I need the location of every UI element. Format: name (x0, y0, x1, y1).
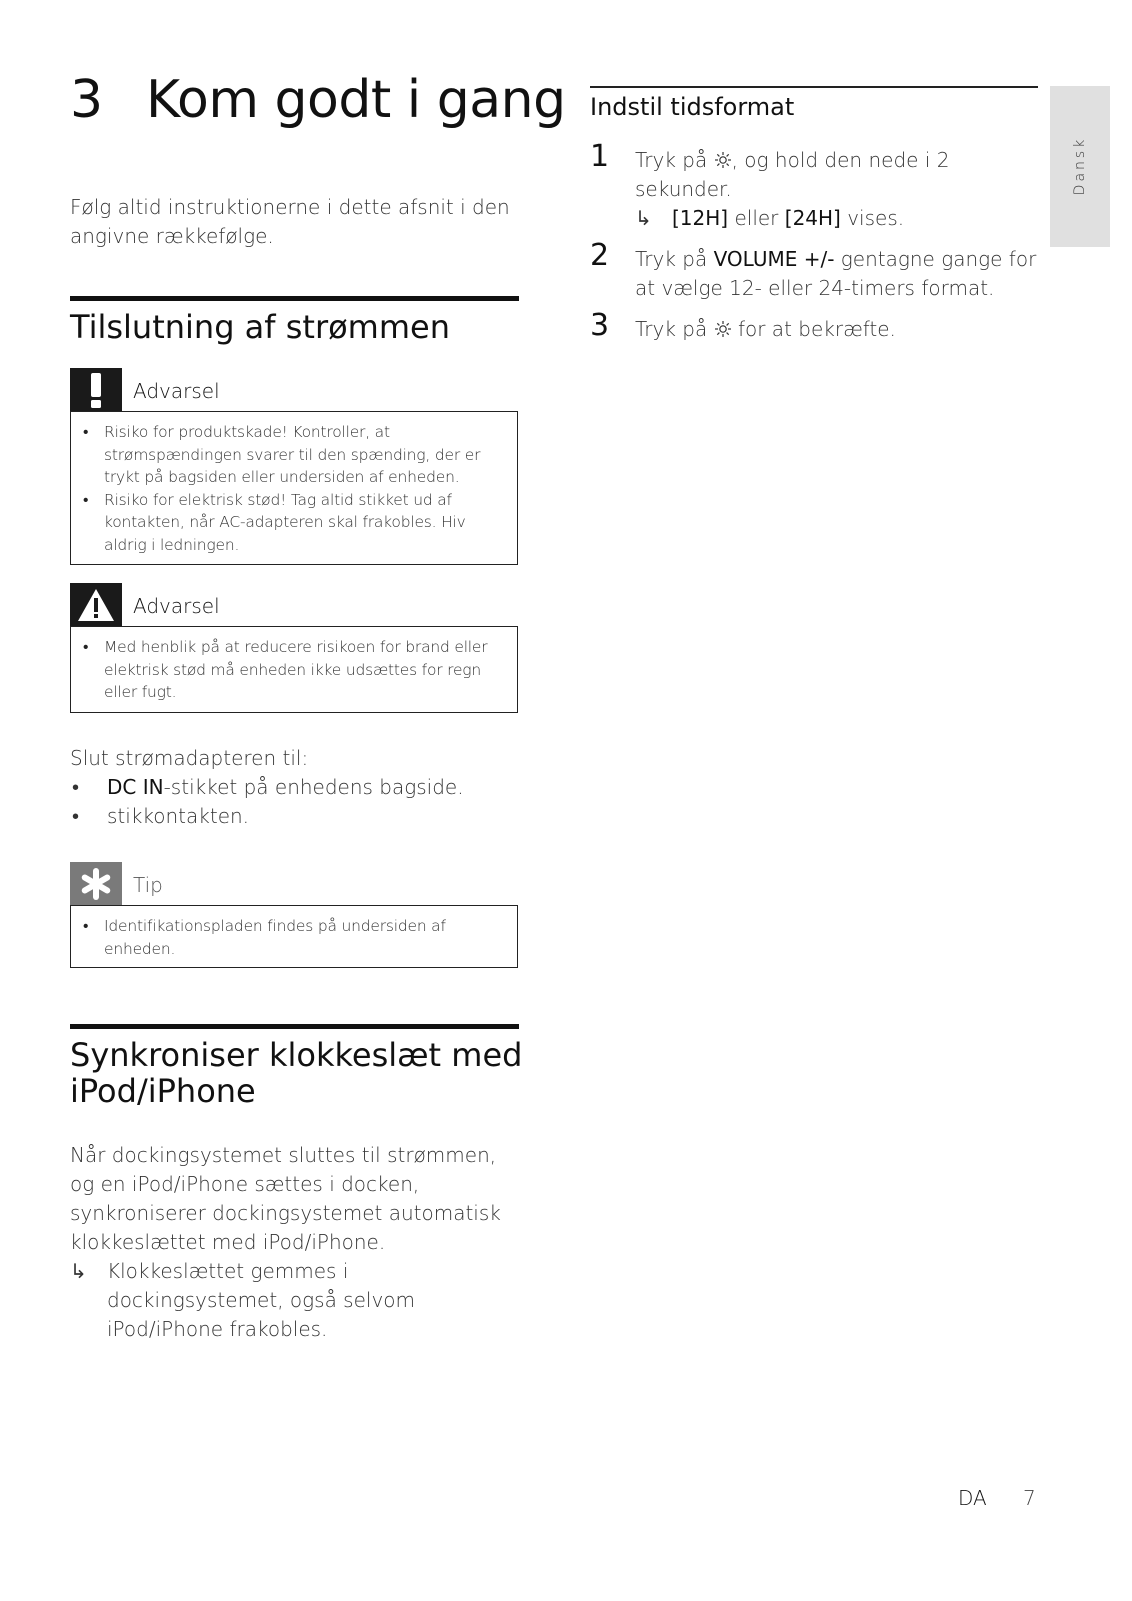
warning-item: • Risiko for elektrisk stød! Tag altid stikket ud af kontakten, når AC-adapteren skal frakobles. Hiv aldrig i ledningen. (83, 489, 505, 557)
result-arrow-icon: ↳ (635, 206, 652, 230)
section-heading-sync (70, 1037, 522, 1109)
connector-desc: stikkontakten. (107, 804, 250, 828)
step-3 (590, 309, 1040, 344)
language-tab-label: Dansk (1072, 136, 1088, 196)
step-number: 3 (590, 308, 610, 343)
format-24h: [24H] (784, 206, 841, 230)
connector-name: DC IN (107, 775, 164, 799)
list-item (70, 802, 520, 831)
connect-intro: Slut strømadapteren til: (70, 746, 309, 770)
step-2 (590, 239, 1040, 303)
result-text: eller (734, 206, 779, 230)
chapter-title-text: Kom godt i gang (146, 70, 566, 130)
sync-result-text: Klokkeslættet gemmes i dockingsystemet, også selvom iPod/iPhone frakobles. (107, 1259, 416, 1341)
format-12h: [12H] (672, 206, 729, 230)
step-text: Tryk på (635, 148, 708, 172)
section-heading-timeformat: Indstil tidsformat (590, 93, 795, 121)
exclamation-icon (70, 368, 122, 411)
section-divider (70, 1024, 519, 1029)
sync-result (70, 1257, 520, 1344)
warning-item: • Med henblik på at reducere risikoen for brand eller elektrisk stød må enheden ikke udsættes for regn eller fugt. (83, 636, 505, 704)
tip-item: • Identifikationspladen findes på undersiden af enheden. (83, 915, 505, 960)
result-text: vises. (847, 206, 905, 230)
asterisk-icon (70, 862, 122, 905)
tip-label: Tip (133, 873, 163, 897)
list-item (70, 773, 520, 802)
step-text: for at bekræfte. (737, 317, 896, 341)
step-text: , og hold den nede i 2 sekunder. (635, 148, 950, 201)
step-result (635, 204, 1040, 233)
section-divider (70, 296, 519, 301)
warning-label: Advarsel (133, 594, 220, 618)
step-text: Tryk på (635, 317, 708, 341)
sync-heading-line1: Synkroniser klokkeslæt med (70, 1036, 523, 1074)
step-number: 1 (590, 139, 610, 174)
sun-icon (714, 151, 732, 169)
steps-list (590, 140, 1040, 350)
warning-item: • Risiko for produktskade! Kontroller, at strømspændingen svarer til den spænding, der er trykt på bagsiden eller undersiden af enheden. (83, 421, 505, 489)
connector-desc: -stikket på enhedens bagside. (163, 775, 464, 799)
warning-box-1 (70, 368, 518, 565)
step-text: gentagne gange for at vælge 12- eller 24-timers format. (635, 247, 1037, 300)
sun-icon (714, 320, 732, 338)
intro-paragraph: Følg altid instruktionerne i dette afsnit i den angivne rækkefølge. (70, 195, 510, 248)
sync-body (70, 1141, 520, 1344)
sync-paragraph: Når dockingsystemet sluttes til strømmen, og en iPod/iPhone sættes i docken, synkroniserer dockingsystemet automatisk klokkeslættet med iPod/iPhone. (70, 1143, 501, 1254)
chapter-title (70, 70, 566, 130)
sync-heading-line2: iPod/iPhone (70, 1072, 256, 1110)
chapter-number: 3 (70, 70, 103, 130)
step-1 (590, 140, 1040, 233)
step-text: Tryk på (635, 247, 708, 271)
section-heading-power: Tilslutning af strømmen (70, 308, 450, 346)
page-number: 7 (1023, 1486, 1036, 1510)
step-number: 2 (590, 238, 610, 273)
right-section-rule (590, 86, 1038, 88)
footer-language: DA (958, 1486, 987, 1510)
warning-label: Advarsel (133, 379, 220, 403)
tip-box (70, 862, 518, 968)
connect-block (70, 744, 520, 831)
warning-triangle-icon (70, 583, 122, 626)
warning-box-2 (70, 583, 518, 713)
volume-button-label: VOLUME +/- (713, 247, 835, 271)
result-arrow-icon: ↳ (70, 1259, 87, 1283)
language-tab (1050, 86, 1110, 247)
